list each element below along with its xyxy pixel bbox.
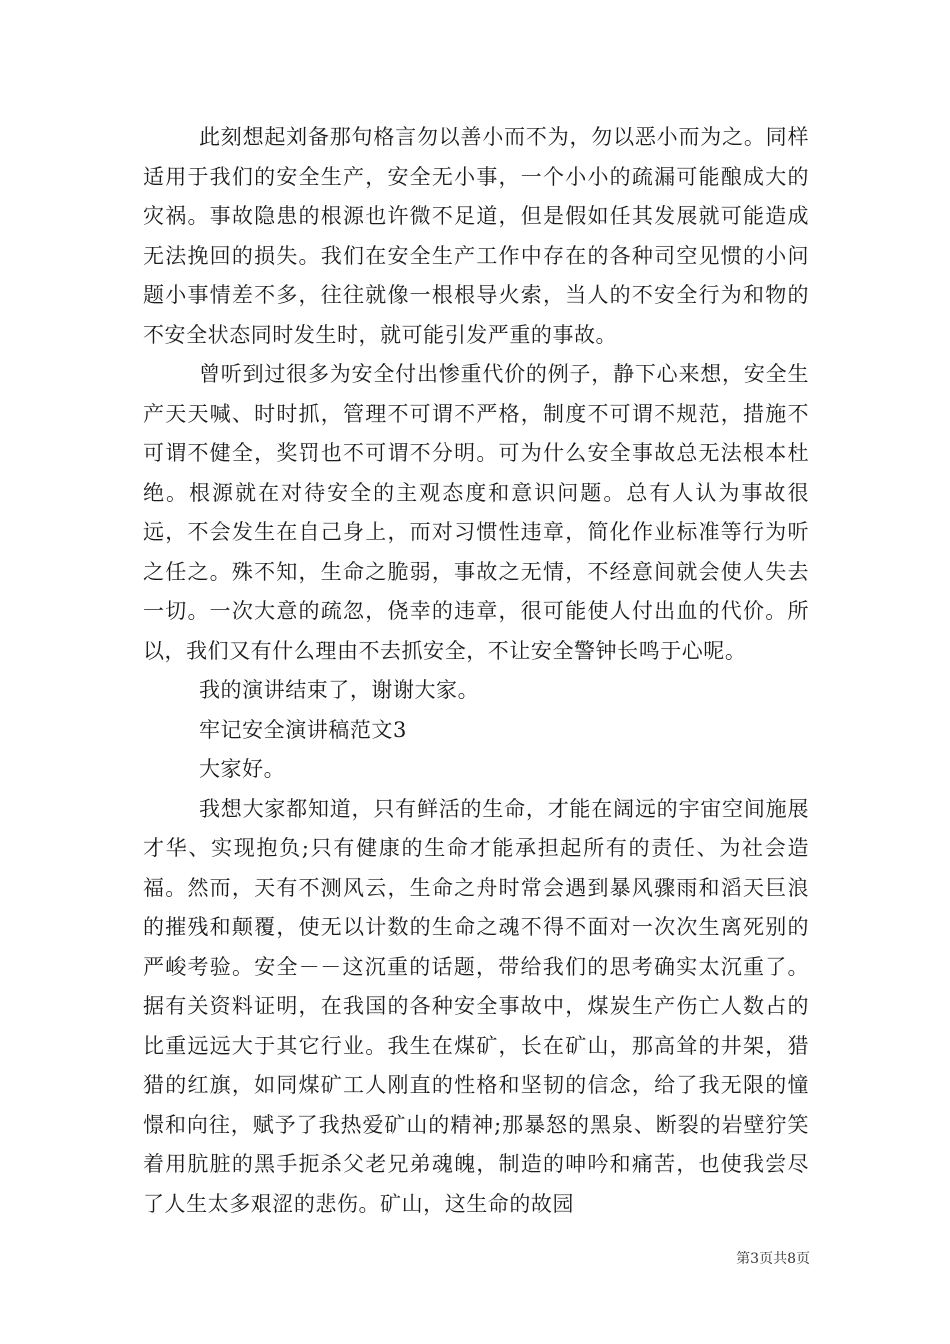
paragraph-life-safety: 我想大家都知道，只有鲜活的生命，才能在阔远的宇宙空间施展才华、实现抱负;只有健康的生命才能承担起所有的责任、为社会造福。然而，天有不测风云，生命之舟时常会遇到暴风骤雨和滔天巨浪的摧残和颠覆，使无以计数的生命之魂不得不面对一次次生离死别的严峻考验。安全－－这沉重的话题，带给我们的思考确实太沉重了。据有关资料证明，在我国的各种安全事故中，煤炭生产伤亡人数占的比重远远大于其它行业。我生在煤矿，长在矿山，那高耸的井架，猎猎的红旗，如同煤矿工人刚直的性格和坚韧的信念，给了我无限的憧憬和向往，赋予了我热爱矿山的精神;那暴怒的黑泉、断裂的岩壁狞笑着用肮脏的黑手扼杀父老兄弟魂魄，制造的呻吟和痛苦，也使我尝尽了人生太多艰涩的悲伤。矿山，这生命的故园 <box>143 796 809 1216</box>
document-body <box>143 118 809 1224</box>
paragraph-closing: 我的演讲结束了，谢谢大家。 <box>199 678 480 702</box>
paragraph-safety-cost: 曾听到过很多为安全付出惨重代价的例子，静下心来想，安全生产天天喊、时时抓，管理不可谓不严格，制度不可谓不规范，措施不可谓不健全，奖罚也不可谓不分明。可为什么安全事故总无法根本杜绝。根源就在对待安全的主观态度和意识问题。总有人认为事故很远，不会发生在自己身上，而对习惯性违章，简化作业标准等行为听之任之。殊不知，生命之脆弱，事故之无情，不经意间就会使人失去一切。一次大意的疏忽，侥幸的违章，很可能使人付出血的代价。所以，我们又有什么理由不去抓安全，不让安全警钟长鸣于心呢。 <box>143 362 809 663</box>
page-number-footer: 第3页共8页 <box>736 1251 810 1267</box>
paragraph-liubei-quote: 此刻想起刘备那句格言勿以善小而不为，勿以恶小而为之。同样适用于我们的安全生产，安全无小事，一个小小的疏漏可能酿成大的灾祸。事故隐患的根源也许微不足道，但是假如任其发展就可能造成无法挽回的损失。我们在安全生产工作中存在的各种司空见惯的小问题小事情差不多，往往就像一根根导火索，当人的不安全行为和物的不安全状态同时发生时，就可能引发严重的事故。 <box>143 125 809 347</box>
paragraph-greeting: 大家好。 <box>199 757 286 781</box>
section-heading: 牢记安全演讲稿范文3 <box>199 717 407 742</box>
